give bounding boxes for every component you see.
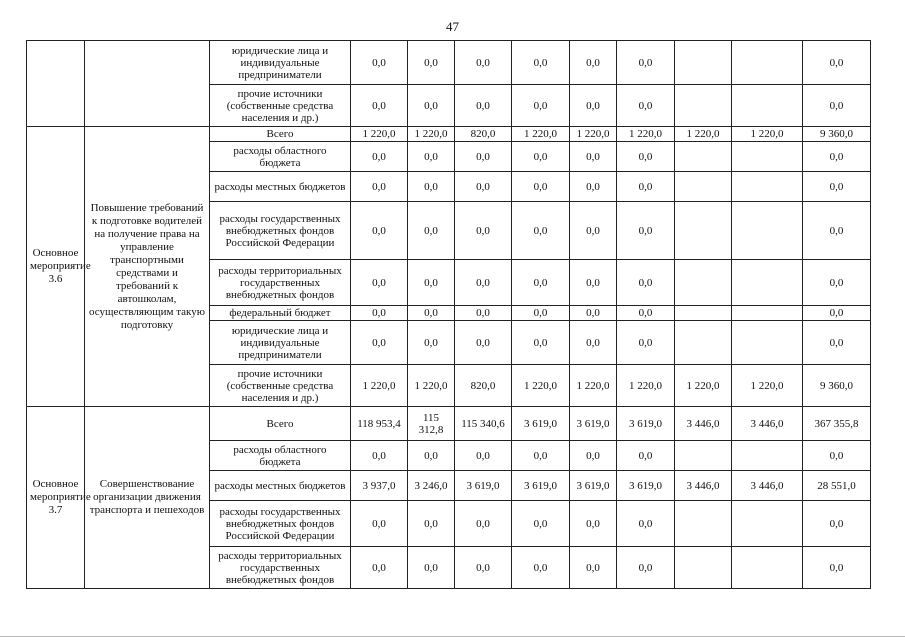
value-cell: 1 220,0 [351, 365, 408, 407]
value-cell: 0,0 [617, 41, 675, 85]
funding-source-cell: прочие источники (собственные средства населения и др.) [210, 85, 351, 127]
value-cell: 0,0 [455, 202, 512, 260]
value-cell: 0,0 [455, 260, 512, 306]
value-cell: 115 312,8 [408, 407, 455, 441]
value-cell [675, 321, 732, 365]
value-cell [675, 547, 732, 589]
value-cell: 3 619,0 [455, 471, 512, 501]
value-cell [732, 85, 803, 127]
funding-source-cell: федеральный бюджет [210, 306, 351, 321]
table-row [27, 41, 871, 85]
value-cell: 1 220,0 [570, 365, 617, 407]
funding-source-cell: расходы областного бюджета [210, 441, 351, 471]
value-cell: 0,0 [617, 501, 675, 547]
value-cell: 0,0 [351, 501, 408, 547]
value-cell [732, 547, 803, 589]
value-cell: 0,0 [570, 306, 617, 321]
funding-source-cell: прочие источники (собственные средства населения и др.) [210, 365, 351, 407]
value-cell [732, 172, 803, 202]
value-cell: 0,0 [455, 321, 512, 365]
value-cell: 3 446,0 [732, 471, 803, 501]
value-cell: 367 355,8 [803, 407, 871, 441]
value-cell: 0,0 [617, 441, 675, 471]
value-cell [732, 441, 803, 471]
value-cell: 0,0 [803, 172, 871, 202]
value-cell [732, 321, 803, 365]
value-cell: 0,0 [455, 172, 512, 202]
value-cell: 0,0 [803, 202, 871, 260]
value-cell [675, 41, 732, 85]
funding-source-cell: расходы областного бюджета [210, 142, 351, 172]
value-cell [675, 501, 732, 547]
page-number: 47 [446, 19, 459, 34]
value-cell: 820,0 [455, 127, 512, 142]
funding-source-cell: юридические лица и индивидуальные предприниматели [210, 41, 351, 85]
value-cell: 0,0 [803, 321, 871, 365]
budget-table [26, 40, 871, 589]
value-cell: 0,0 [803, 85, 871, 127]
value-cell: 0,0 [512, 501, 570, 547]
value-cell: 0,0 [803, 306, 871, 321]
value-cell: 0,0 [512, 202, 570, 260]
value-cell: 0,0 [570, 41, 617, 85]
value-cell: 0,0 [455, 547, 512, 589]
value-cell: 0,0 [570, 321, 617, 365]
value-cell: 0,0 [455, 501, 512, 547]
value-cell: 3 446,0 [675, 471, 732, 501]
funding-source-cell: расходы местных бюджетов [210, 471, 351, 501]
value-cell: 0,0 [570, 441, 617, 471]
value-cell: 0,0 [570, 547, 617, 589]
value-cell: 0,0 [570, 85, 617, 127]
funding-source-cell: расходы местных бюджетов [210, 172, 351, 202]
value-cell: 1 220,0 [732, 365, 803, 407]
description-cell: Совершенствование организации движения транспорта и пешеходов [85, 407, 210, 589]
value-cell: 1 220,0 [408, 365, 455, 407]
value-cell: 0,0 [408, 142, 455, 172]
value-cell [675, 85, 732, 127]
value-cell: 3 446,0 [675, 407, 732, 441]
value-cell: 0,0 [803, 501, 871, 547]
value-cell: 1 220,0 [675, 127, 732, 142]
value-cell [675, 306, 732, 321]
value-cell [732, 142, 803, 172]
value-cell [732, 306, 803, 321]
value-cell: 0,0 [351, 41, 408, 85]
value-cell: 0,0 [512, 321, 570, 365]
value-cell: 3 619,0 [512, 471, 570, 501]
value-cell: 0,0 [408, 260, 455, 306]
value-cell: 3 619,0 [617, 407, 675, 441]
value-cell [732, 260, 803, 306]
value-cell: 0,0 [351, 142, 408, 172]
value-cell: 0,0 [351, 202, 408, 260]
value-cell: 9 360,0 [803, 365, 871, 407]
value-cell: 0,0 [408, 85, 455, 127]
value-cell: 0,0 [570, 202, 617, 260]
value-cell: 1 220,0 [512, 127, 570, 142]
value-cell: 3 446,0 [732, 407, 803, 441]
value-cell [732, 501, 803, 547]
value-cell [732, 41, 803, 85]
value-cell [675, 172, 732, 202]
value-cell: 0,0 [351, 306, 408, 321]
value-cell: 0,0 [617, 202, 675, 260]
funding-source-cell: расходы территориальных государственных внебюджетных фондов [210, 260, 351, 306]
table-row [27, 127, 871, 142]
value-cell [732, 202, 803, 260]
description-cell: Повышение требований к подготовке водителей на получение права на управление транспортными средствами и требований к автошколам, осуществляющим такую подготовку [85, 127, 210, 407]
value-cell [675, 202, 732, 260]
value-cell: 0,0 [455, 441, 512, 471]
value-cell: 0,0 [570, 260, 617, 306]
funding-source-cell: расходы территориальных государственных внебюджетных фондов [210, 547, 351, 589]
value-cell: 0,0 [512, 142, 570, 172]
value-cell: 0,0 [351, 547, 408, 589]
value-cell: 0,0 [455, 142, 512, 172]
value-cell: 0,0 [408, 202, 455, 260]
value-cell: 0,0 [455, 41, 512, 85]
value-cell: 0,0 [351, 172, 408, 202]
value-cell: 28 551,0 [803, 471, 871, 501]
value-cell: 3 619,0 [617, 471, 675, 501]
value-cell: 3 246,0 [408, 471, 455, 501]
value-cell: 0,0 [351, 321, 408, 365]
value-cell: 0,0 [617, 142, 675, 172]
value-cell: 0,0 [408, 441, 455, 471]
value-cell: 0,0 [617, 547, 675, 589]
value-cell: 118 953,4 [351, 407, 408, 441]
value-cell: 0,0 [351, 441, 408, 471]
value-cell: 0,0 [351, 260, 408, 306]
funding-source-cell: расходы государственных внебюджетных фондов Российской Федерации [210, 501, 351, 547]
funding-source-cell: Всего [210, 407, 351, 441]
measure-cell [27, 41, 85, 127]
value-cell: 115 340,6 [455, 407, 512, 441]
value-cell: 1 220,0 [351, 127, 408, 142]
value-cell: 1 220,0 [675, 365, 732, 407]
value-cell: 0,0 [803, 142, 871, 172]
value-cell [675, 142, 732, 172]
value-cell: 0,0 [351, 85, 408, 127]
value-cell: 0,0 [617, 321, 675, 365]
funding-source-cell: Всего [210, 127, 351, 142]
value-cell: 0,0 [803, 260, 871, 306]
value-cell: 0,0 [512, 441, 570, 471]
value-cell: 0,0 [570, 172, 617, 202]
value-cell: 1 220,0 [408, 127, 455, 142]
value-cell: 3 619,0 [570, 471, 617, 501]
value-cell: 0,0 [408, 321, 455, 365]
value-cell: 0,0 [455, 85, 512, 127]
value-cell: 0,0 [455, 306, 512, 321]
value-cell: 0,0 [617, 306, 675, 321]
value-cell [675, 260, 732, 306]
value-cell: 0,0 [803, 441, 871, 471]
value-cell: 0,0 [570, 142, 617, 172]
value-cell: 3 937,0 [351, 471, 408, 501]
value-cell: 0,0 [803, 41, 871, 85]
value-cell: 0,0 [617, 85, 675, 127]
measure-cell: Основное мероприятие 3.7 [27, 407, 85, 589]
value-cell: 0,0 [512, 85, 570, 127]
value-cell: 3 619,0 [570, 407, 617, 441]
value-cell: 1 220,0 [570, 127, 617, 142]
value-cell: 0,0 [408, 547, 455, 589]
value-cell: 0,0 [617, 172, 675, 202]
value-cell: 0,0 [512, 306, 570, 321]
value-cell [675, 441, 732, 471]
value-cell: 0,0 [512, 260, 570, 306]
measure-cell: Основное мероприятие 3.6 [27, 127, 85, 407]
description-cell [85, 41, 210, 127]
value-cell: 0,0 [570, 501, 617, 547]
value-cell: 0,0 [512, 172, 570, 202]
funding-source-cell: расходы государственных внебюджетных фондов Российской Федерации [210, 202, 351, 260]
value-cell: 0,0 [408, 306, 455, 321]
value-cell: 1 220,0 [617, 127, 675, 142]
value-cell: 0,0 [512, 547, 570, 589]
value-cell: 3 619,0 [512, 407, 570, 441]
scan-edge [0, 636, 905, 637]
value-cell: 0,0 [408, 501, 455, 547]
value-cell: 0,0 [617, 260, 675, 306]
value-cell: 1 220,0 [512, 365, 570, 407]
value-cell: 0,0 [512, 41, 570, 85]
value-cell: 1 220,0 [732, 127, 803, 142]
funding-source-cell: юридические лица и индивидуальные предприниматели [210, 321, 351, 365]
value-cell: 9 360,0 [803, 127, 871, 142]
value-cell: 1 220,0 [617, 365, 675, 407]
value-cell: 0,0 [408, 41, 455, 85]
table-row [27, 407, 871, 441]
value-cell: 820,0 [455, 365, 512, 407]
value-cell: 0,0 [408, 172, 455, 202]
value-cell: 0,0 [803, 547, 871, 589]
